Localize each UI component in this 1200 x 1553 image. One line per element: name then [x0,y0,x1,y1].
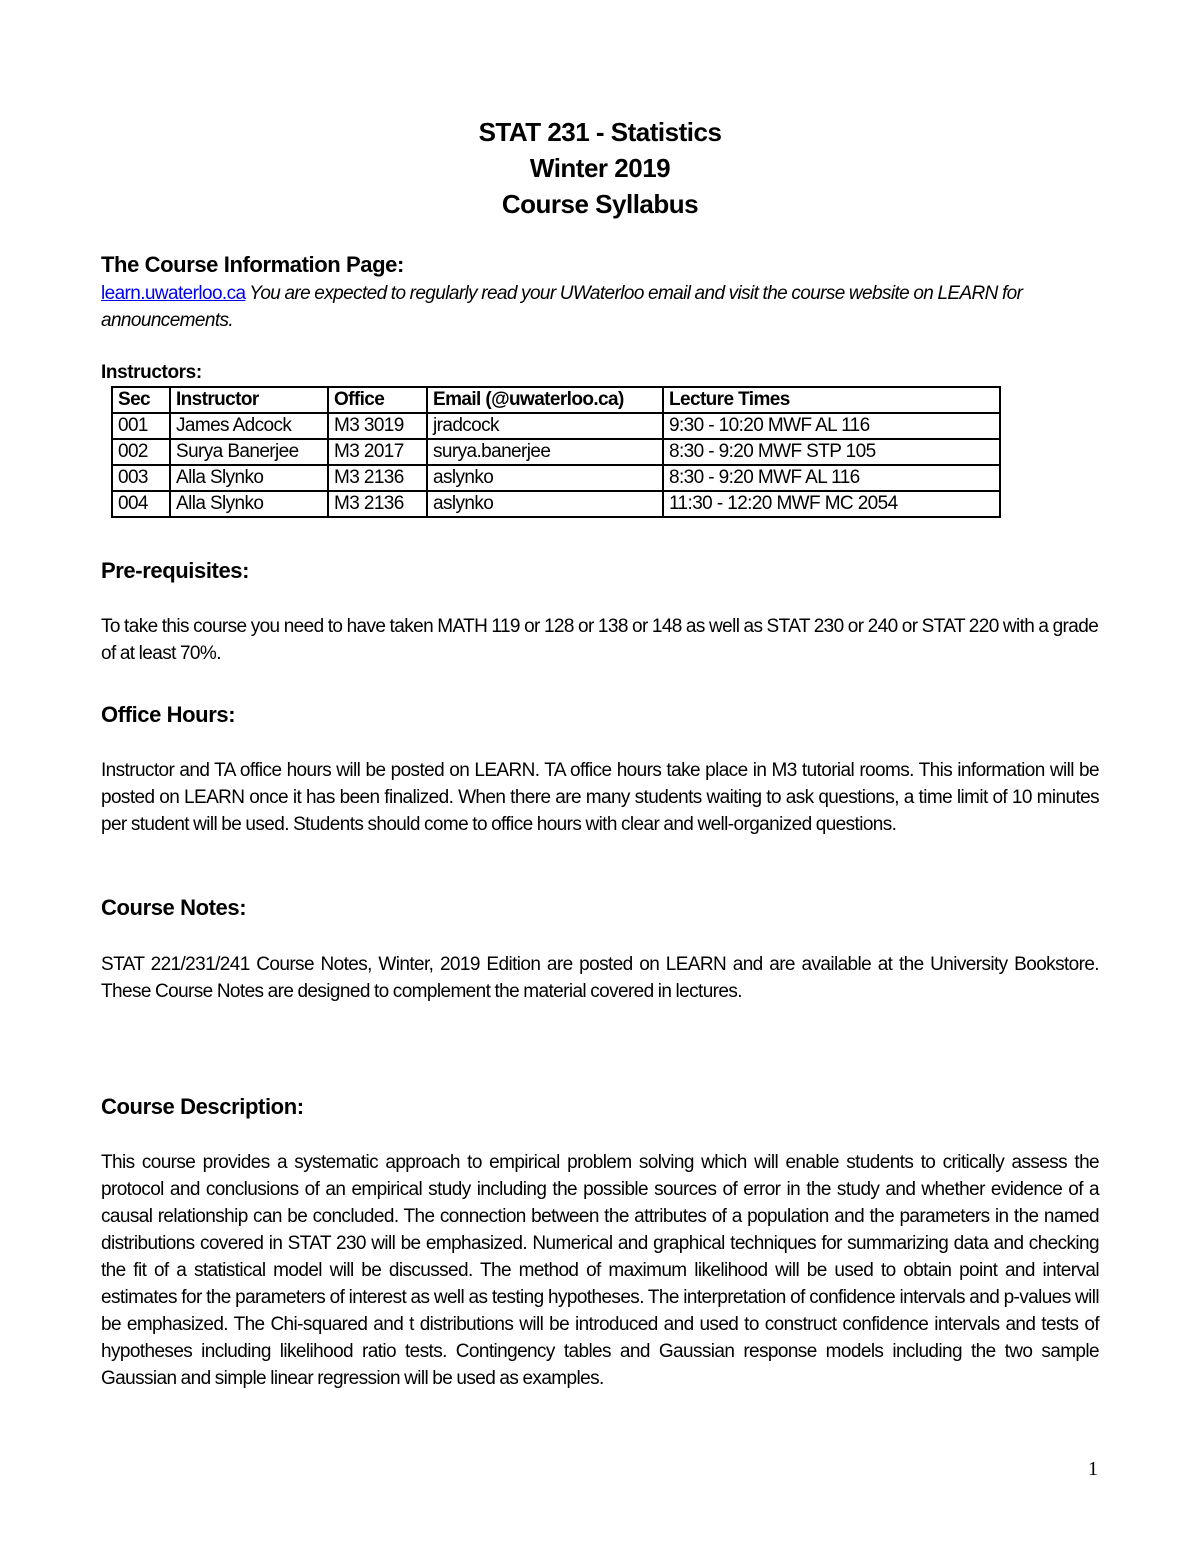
cell-sec: 003 [112,465,170,491]
cell-sec: 002 [112,439,170,465]
course-description-heading: Course Description: [101,1094,304,1119]
column-header-sec: Sec [112,387,170,413]
cell-office: M3 3019 [328,413,427,439]
cell-lecture-times: 8:30 - 9:20 MWF STP 105 [663,439,1000,465]
cell-email: jradcock [427,413,663,439]
table-row [112,413,1000,439]
learn-link[interactable]: learn.uwaterloo.ca [101,283,246,304]
cell-instructor: Surya Banerjee [170,439,328,465]
cell-instructor: Alla Slynko [170,465,328,491]
office-hours-heading: Office Hours: [101,702,236,727]
cell-office: M3 2136 [328,491,427,517]
prerequisites-text: To take this course you need to have taken MATH 119 or 128 or 138 or 148 as well as STAT 230 or 240 or STAT 220 with a grade of at least 70%. [101,616,1099,664]
cell-sec: 004 [112,491,170,517]
table-row [112,439,1000,465]
syllabus-title: Course Syllabus [501,189,699,219]
course-notes-text: STAT 221/231/241 Course Notes, Winter, 2019 Edition are posted on LEARN and are available at the University Bookstore. These Course Notes are designed to complement the material covered in lectures. [101,954,1099,1002]
course-notes-heading: Course Notes: [101,895,247,920]
office-hours-text: Instructor and TA office hours will be posted on LEARN. TA office hours take place in M3 tutorial rooms. This information will be posted on LEARN once it has been finalized. When there are many students waiting to ask questions, a time limit of 10 minutes per student will be used. Students should come to office hours with clear and well-organized questions. [101,760,1099,835]
prerequisites-heading: Pre-requisites: [101,558,250,583]
course-title: STAT 231 - Statistics [478,117,722,147]
table-header-row [112,387,1000,413]
column-header-lecture-times: Lecture Times [663,387,1000,413]
cell-lecture-times: 11:30 - 12:20 MWF MC 2054 [663,491,1000,517]
table-row [112,491,1000,517]
document-title [0,114,1200,222]
cell-lecture-times: 9:30 - 10:20 MWF AL 116 [663,413,1000,439]
page-number: 1 [1088,1458,1098,1480]
table-row [112,465,1000,491]
column-header-office: Office [328,387,427,413]
cell-email: aslynko [427,465,663,491]
column-header-email: Email (@uwaterloo.ca) [427,387,663,413]
cell-instructor: James Adcock [170,413,328,439]
instructors-heading: Instructors: [101,362,202,383]
cell-office: M3 2017 [328,439,427,465]
cell-instructor: Alla Slynko [170,491,328,517]
course-description-text: This course provides a systematic approach to empirical problem solving which will enable students to critically assess the protocol and conclusions of an empirical study including the possible sources of error in the study and whether evidence of a causal relationship can be concluded. The connection between the attributes of a population and the parameters in the named distributions covered in STAT 230 will be emphasized. Numerical and graphical techniques for summarizing data and checking the fit of a statistical model will be discussed. The method of maximum likelihood will be used to obtain point and interval estimates for the parameters of interest as well as testing hypotheses. The interpretation of confidence intervals and p-values will be emphasized. The Chi-squared and t distributions will be introduced and used to construct confidence intervals and tests of hypotheses including likelihood ratio tests. Contingency tables and Gaussian response models including the two sample Gaussian and simple linear regression will be used as examples. [101,1152,1099,1389]
instructors-table [111,386,1001,518]
term-title: Winter 2019 [529,153,671,183]
course-info-text: You are expected to regularly read your UWaterloo email and visit the course website on LEARN for announcements. [101,283,1023,331]
cell-office: M3 2136 [328,465,427,491]
cell-email: aslynko [427,491,663,517]
course-info-heading: The Course Information Page: [101,252,404,277]
cell-email: surya.banerjee [427,439,663,465]
cell-sec: 001 [112,413,170,439]
course-info-paragraph [101,280,1099,334]
cell-lecture-times: 8:30 - 9:20 MWF AL 116 [663,465,1000,491]
column-header-instructor: Instructor [170,387,328,413]
